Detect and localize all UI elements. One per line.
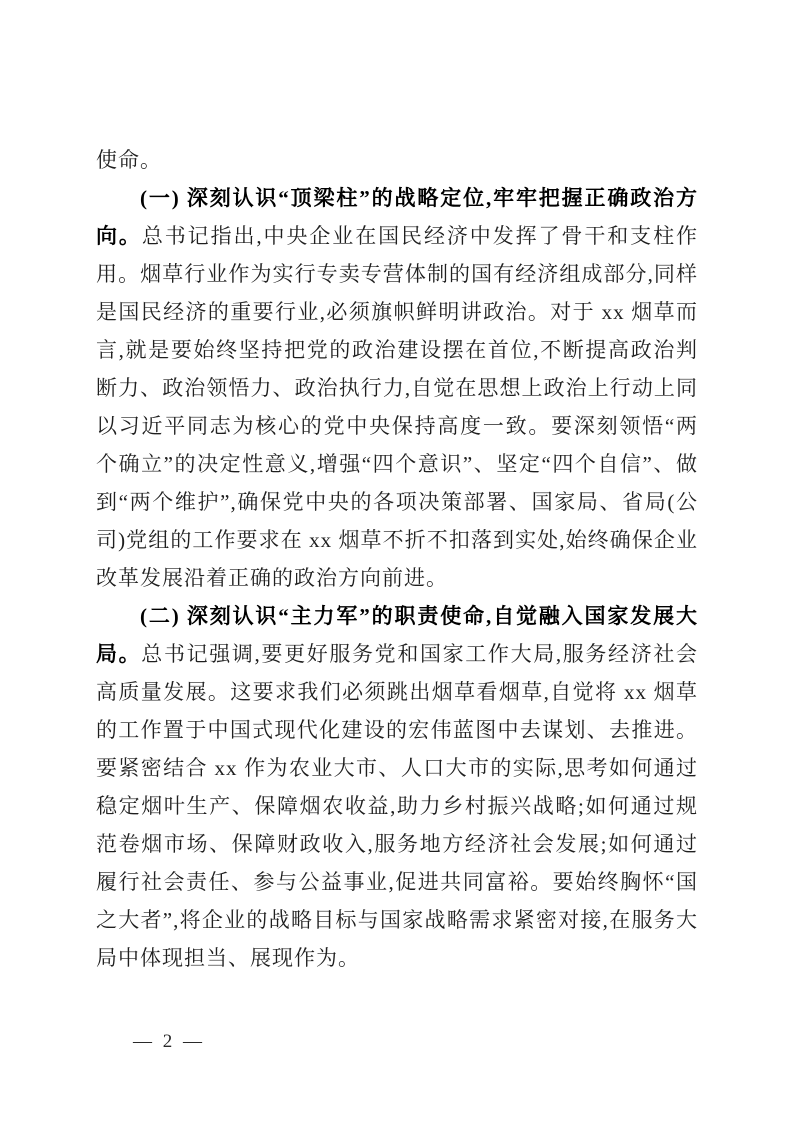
document-body (96, 141, 698, 977)
section-1-heading: (一) 深刻认识“顶梁柱”的战略定位,牢牢把握正确政治方向。 (96, 186, 698, 248)
paragraph-continuation (96, 141, 698, 179)
section-2-body: 总书记强调,要更好服务党和国家工作大局,服务经济社会高质量发展。这要求我们必须跳出烟草看烟草,自觉将 xx 烟草的工作置于中国式现代化建设的宏伟蓝图中去谋划、去推进。要紧密结合 xx 作为农业大市、人口大市的实际,思考如何通过稳定烟叶生产、保障烟农收益,助力乡村振兴战略;如何通过规范卷烟市场、保障财政收入,服务地方经济社会发展;如何通过履行社会责任、参与公益事业,促进共同富裕。要始终胸怀“国之大者”,将企业的战略目标与国家战略需求紧密对接,在服务大局中体现担当、展现作为。 (96, 642, 698, 970)
paragraph-section-2 (96, 597, 698, 977)
section-2-heading: (二) 深刻认识“主力军”的职责使命,自觉融入国家发展大局。 (96, 604, 698, 666)
section-1-body: 总书记指出,中央企业在国民经济中发挥了骨干和支柱作用。烟草行业作为实行专卖专营体制的国有经济组成部分,同样是国民经济的重要行业,必须旗帜鲜明讲政治。对于 xx 烟草而言,就是要始终坚持把党的政治建设摆在首位,不断提高政治判断力、政治领悟力、政治执行力,自觉在思想上政治上行动上同以习近平同志为核心的党中央保持高度一致。要深刻领悟“两个确立”的决定性意义,增强“四个意识”、坚定“四个自信”、做到“两个维护”,确保党中央的各项决策部署、国家局、省局(公司)党组的工作要求在 xx 烟草不折不扣落到实处,始终确保企业改革发展沿着正确的政治方向前进。 (96, 224, 698, 590)
paragraph-section-1 (96, 179, 698, 597)
page-number: — 2 — (133, 1031, 205, 1052)
paragraph-continuation-text: 使命。 (96, 148, 162, 172)
